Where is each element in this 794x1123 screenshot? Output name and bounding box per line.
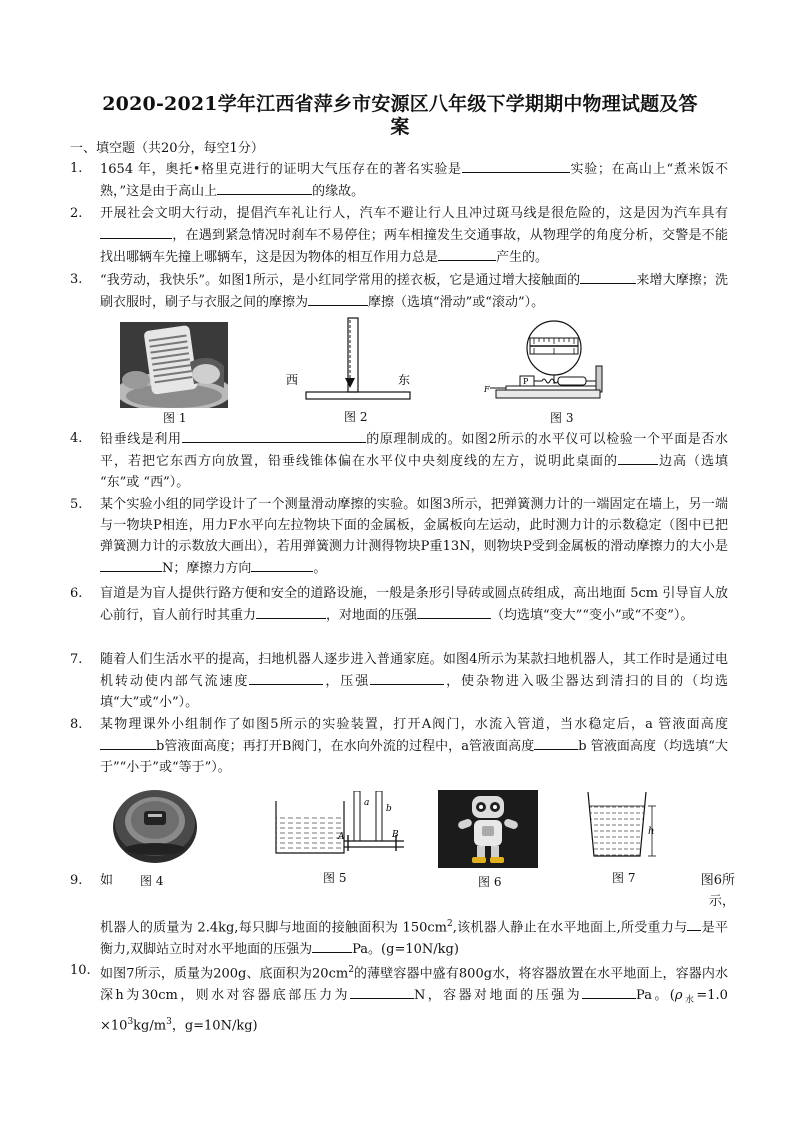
answer-blank[interactable] [312,938,352,953]
answer-blank[interactable] [256,604,326,619]
answer-blank[interactable] [687,916,701,931]
figure-1-caption: 图 1 [163,411,187,425]
figure-6-caption: 图 6 [478,875,502,889]
question-7: 7. 随着人们生活水平的提高，扫地机器人逐步进入普通家庭。如图4所示为某款扫地机器人，其工作时是通过电机转动使内部气流速度 ，压强 ，使杂物进入吸尘器达到清扫的目的（均选填“大”或“小”）。 [70,652,728,710]
question-3: 3. “我劳动，我快乐”。如图1所示，是小红同学常用的搓衣板，它是通过增大接触面的 来增大摩擦；洗刷衣服时，刷子与衣服之间的摩擦为 摩擦（选填“滑动”或“滚动”）。 [70,269,728,313]
figure-6-robot [438,790,538,868]
answer-blank[interactable] [462,158,570,173]
question-1: 1. 1654 年，奥托•格里克进行的证明大气压存在的著名实验是 实验；在高山上“煮米饭不熟，”这是由于高山上 的缘故。 [70,158,728,202]
figure-1-washboard [120,322,228,408]
east-label: 东 [398,373,411,387]
figure-2-level [284,316,414,406]
question-9: 9. 如 [70,873,114,888]
question-5: 5. 某个实验小组的同学设计了一个测量滑动摩擦的实验。如图3所示，把弹簧测力计的一端固定在墙上，另一端与一物块P相连，用力F水平向左拉物块下面的金属板，金属板向左运动，此时测力计的示数稳定（图中已把弹簧测力计的示数放大画出），若用弹簧测力计测得物块P重13N，则物块P受到金属板的滑动摩擦力的大小是N；摩擦力方向 。 [70,497,728,576]
figure-3-caption: 图 3 [550,411,574,425]
west-label: 西 [286,373,299,387]
answer-blank[interactable] [100,735,156,750]
answer-blank[interactable] [182,428,366,443]
figure-4-caption: 图 4 [140,874,164,888]
question-9-tail: 图6所 示， [700,873,735,909]
question-10: 10. 如图7所示，质量为200g、底面积为$20cm^2$的薄壁容器中盛有800g水，将容器放置在水平地面上，容器内水深h为30cm，则水对容器底部压力为 N，容器对地面的压强为 Pa。($\rho_水=1.0 \times 10^3kg/m^3$，g=10N/kg) [70,963,728,1034]
answer-blank[interactable] [618,450,658,465]
figure-3-spring-scale [484,318,614,408]
answer-blank[interactable] [350,984,414,999]
question-9-body: 机器人的质量为 2.4kg,每只脚与地面的接触面积为 $150cm^2$,该机器人静止在水平地面上,所受重力与 是平衡力,双脚站立时对水平地面的压强为 Pa。(g=10N/kg) [70,914,728,960]
answer-blank[interactable] [217,180,312,195]
answer-blank[interactable] [534,735,578,750]
figure-4-robot-vacuum [110,781,200,865]
figure-5-connected-tubes [264,791,414,861]
tube-a-label: a [364,798,370,808]
answer-blank[interactable] [308,291,368,306]
answer-blank[interactable] [100,224,172,239]
answer-blank[interactable] [249,670,323,685]
answer-blank[interactable] [438,246,496,261]
tube-b-label: b [386,804,392,814]
section-heading: 一、填空题（共20分，每空1分） [70,141,264,156]
question-2: 2. 开展社会文明大行动，提倡汽车礼让行人，汽车不避让行人且冲过斑马线是很危险的，这是因为汽车具有，在遇到紧急情况时刹车不易停住；两车相撞发生交通事故，从物理学的角度分析，交警是不能找出哪辆车先撞上哪辆车，这是因为物体的相互作用力总是 产生的。 [70,206,728,265]
question-4: 4. 铅垂线是利用 的原理制成的。如图2所示的水平仪可以检验一个平面是否水平，若把它东西方向放置，铅垂线锥体偏在水平仪中央刻度线的左方，说明此桌面的 边高（选填 “东”或 “西”）。 [70,428,728,493]
figure-5-caption: 图 5 [323,871,347,885]
question-6: 6. 盲道是为盲人提供行路方便和安全的道路设施，一般是条形引导砖或圆点砖组成，高出地面 5cm 引导盲人放心前行，盲人前行时其重力 ，对地面的压强 （均选填“变大”“变小”或“不变”）。 [70,586,728,623]
valve-b-label: B [392,830,399,840]
figure-7-container [582,786,662,862]
force-f-label: F [484,385,490,394]
block-p-label: P [523,377,529,386]
answer-blank[interactable] [370,670,444,685]
answer-blank[interactable] [580,269,636,284]
figure-7-caption: 图 7 [612,871,636,885]
question-8: 8. 某物理课外小组制作了如图5所示的实验装置，打开A阀门，水流入管道，当水稳定后，a 管液面高度b管液面高度；再打开B阀门，在水向外流的过程中，a管液面高度 b 管液面高度（均选填“大于”“小于”或“等于”）。 [70,717,728,775]
document-title: 2020-2021学年江西省萍乡市安源区八年级下学期期中物理试题及答 案 [102,93,698,138]
answer-blank[interactable] [100,557,162,572]
depth-h-label: h [648,826,655,837]
answer-blank[interactable] [582,984,636,999]
figure-2-caption: 图 2 [344,410,368,424]
answer-blank[interactable] [417,604,491,619]
answer-blank[interactable] [251,557,313,572]
valve-a-label: A [338,832,345,842]
